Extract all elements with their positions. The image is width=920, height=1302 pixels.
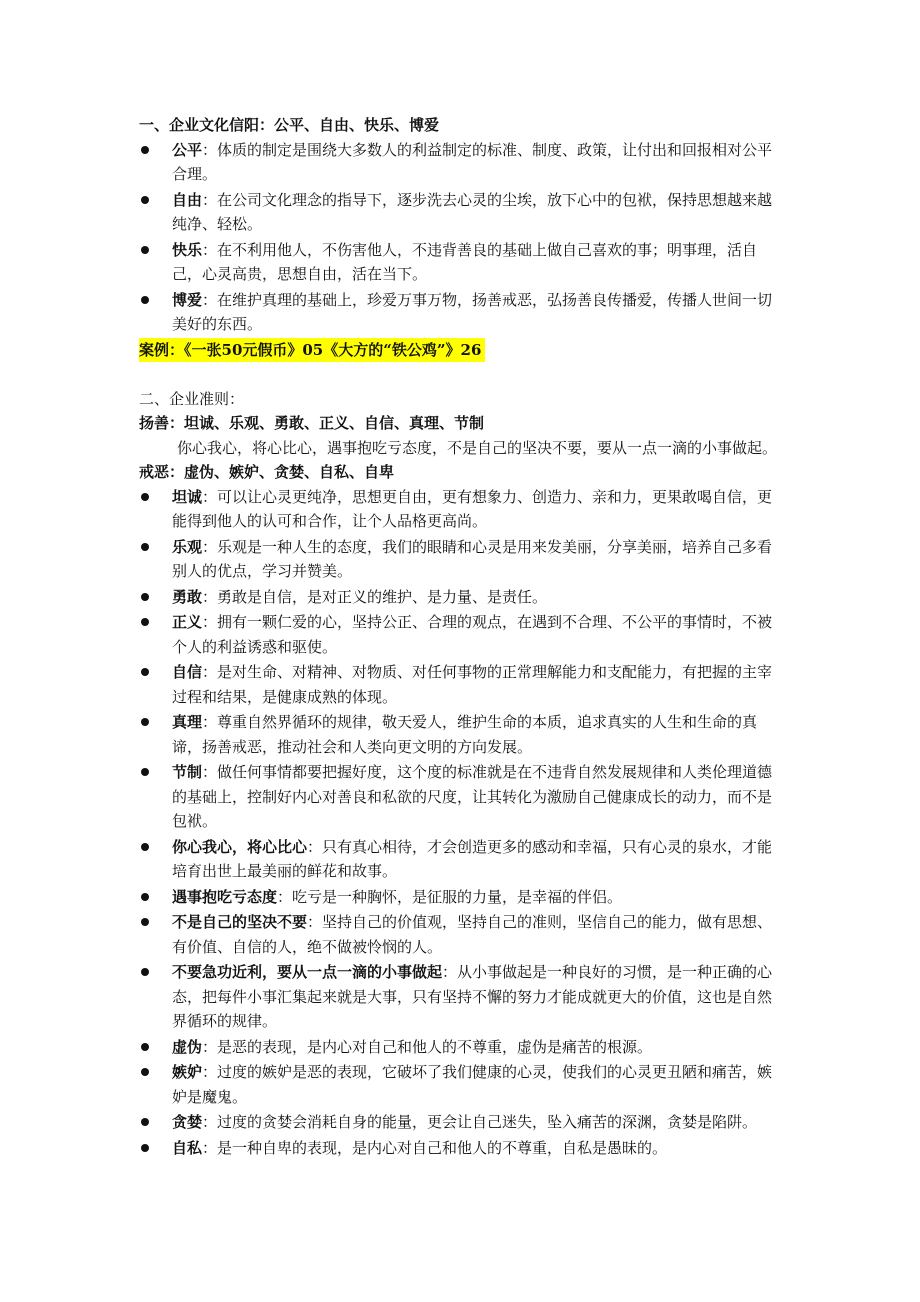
bullet-separator: ：: [442, 963, 458, 981]
blank-line: [139, 362, 779, 387]
bullet-dot-icon: [141, 718, 149, 726]
bullet-text: [172, 585, 779, 610]
bullet-dot-icon: [141, 593, 149, 601]
bullet-text: [172, 885, 779, 910]
avoid-title: 戒恶：虚伪、嫉妒、贪婪、自私、自卑: [139, 463, 395, 481]
bullet-dot-icon: [141, 768, 149, 776]
case-note: 案例：《一张50元假币》05《大方的“铁公鸡”》26: [139, 338, 485, 362]
bullet-dot-icon: [141, 1144, 149, 1152]
bullet-separator: ：: [202, 1063, 218, 1081]
bullet-separator: ：: [307, 837, 323, 856]
section1-bullet-list: [139, 138, 779, 337]
bullet-dot-icon: [141, 668, 149, 676]
bullet-item: [139, 1060, 779, 1109]
bullet-dot-icon: [141, 968, 149, 976]
bullet-separator: ：: [202, 537, 218, 556]
bullet-dot-icon: [141, 893, 149, 901]
bullet-term: 博爱: [172, 290, 203, 309]
bullet-item: [139, 760, 779, 834]
bullet-text: [172, 760, 779, 834]
bullet-separator: ：: [202, 1138, 218, 1157]
bullet-item: [139, 710, 779, 759]
promote-paragraph: 你心我心，将心比心，遇事抱吃亏态度，不是自己的坚决不要，要从一点一滴的小事做起。: [177, 438, 778, 457]
bullet-separator: ：: [202, 487, 218, 506]
bullet-description: 是一种自卑的表现，是内心对自己和他人的不尊重，自私是愚昧的。: [217, 1138, 668, 1157]
bullet-term: 嫉妒: [172, 1063, 203, 1081]
bullet-dot-icon: [141, 918, 149, 926]
bullet-description: 吃亏是一种胸怀，是征服的力量，是幸福的伴侣。: [292, 887, 623, 906]
bullet-item: [139, 485, 779, 534]
bullet-term: 你心我心，将心比心: [172, 837, 308, 856]
bullet-term: 自由: [172, 190, 203, 209]
bullet-description: 是对生命、对精神、对物质、对任何事物的正常理解能力和支配能力，有把握的主宰过程和结果，是健康成熟的体现。: [172, 663, 773, 706]
bullet-description: 可以让心灵更纯净，思想更自由，更有想象力、创造力、亲和力，更果敢喝自信，更能得到他人的认可和合作，让个人品格更高尚。: [172, 487, 773, 530]
bullet-item: [139, 188, 779, 237]
bullet-dot-icon: [141, 1043, 149, 1051]
bullet-separator: ：: [202, 240, 218, 259]
bullet-text: [172, 960, 779, 1034]
bullet-term: 自私: [172, 1138, 203, 1157]
bullet-item: [139, 835, 779, 884]
document-body: [139, 113, 779, 1161]
bullet-term: 遇事抱吃亏态度: [172, 887, 278, 906]
bullet-dot-icon: [141, 246, 149, 254]
bullet-item: [139, 1035, 779, 1060]
bullet-item: [139, 1110, 779, 1135]
bullet-description: 勇敢是自信，是对正义的维护、是力量、是责任。: [217, 587, 548, 606]
bullet-separator: ：: [202, 763, 218, 781]
bullet-description: 从小事做起是一种良好的习惯，是一种正确的心态，把每件小事汇集起来就是大事，只有坚持不懈的努力才能成就更大的价值，这也是自然界循环的规律。: [172, 963, 773, 1030]
bullet-term: 不是自己的坚决不要: [172, 913, 308, 931]
section1-title: 一、企业文化信阳：公平、自由、快乐、博爱: [139, 116, 440, 134]
bullet-dot-icon: [141, 493, 149, 501]
bullet-text: [172, 238, 779, 287]
bullet-description: 只有真心相待，才会创造更多的感动和幸福，只有心灵的泉水，才能培育出世上最美丽的鲜花和故事。: [172, 837, 773, 880]
bullet-term: 快乐: [172, 240, 203, 259]
bullet-item: [139, 585, 779, 610]
bullet-dot-icon: [141, 146, 149, 154]
bullet-description: 坚持自己的价值观，坚持自己的准则，坚信自己的能力，做有思想、有价值、自信的人，绝不做被怜悯的人。: [172, 913, 773, 956]
bullet-term: 坦诚: [172, 487, 203, 506]
bullet-separator: ：: [202, 663, 218, 681]
bullet-dot-icon: [141, 296, 149, 304]
bullet-separator: ：: [202, 613, 218, 631]
bullet-description: 在公司文化理念的指导下，逐步洗去心灵的尘埃，放下心中的包袱，保持思想越来越纯净、轻松。: [172, 190, 773, 233]
bullet-text: [172, 535, 779, 584]
bullet-term: 正义: [172, 613, 203, 631]
bullet-item: [139, 960, 779, 1034]
promote-title: 扬善：坦诚、乐观、勇敢、正义、自信、真理、节制: [139, 414, 485, 432]
bullet-term: 真理: [172, 713, 203, 731]
bullet-text: [172, 188, 779, 237]
bullet-term: 虚伪: [172, 1037, 203, 1056]
bullet-text: [172, 1035, 779, 1060]
bullet-dot-icon: [141, 618, 149, 626]
bullet-text: [172, 1110, 779, 1135]
bullet-text: [172, 610, 779, 659]
bullet-separator: ：: [202, 587, 218, 606]
bullet-description: 体质的制定是围绕大多数人的利益制定的标准、制度、政策，让付出和回报相对公平合理。: [172, 140, 773, 183]
bullet-separator: ：: [202, 290, 218, 309]
bullet-term: 节制: [172, 763, 203, 781]
bullet-term: 不要急功近利，要从一点一滴的小事做起: [172, 963, 443, 981]
bullet-text: [172, 710, 779, 759]
bullet-item: [139, 238, 779, 287]
bullet-separator: ：: [202, 140, 218, 159]
bullet-dot-icon: [141, 1118, 149, 1126]
bullet-dot-icon: [141, 543, 149, 551]
bullet-text: [172, 1060, 779, 1109]
bullet-text: [172, 138, 779, 187]
bullet-item: [139, 1136, 779, 1161]
bullet-description: 在不利用他人，不伤害他人，不违背善良的基础上做自己喜欢的事；明事理，活自己，心灵高贵，思想自由，活在当下。: [172, 240, 758, 283]
bullet-text: [172, 1136, 779, 1161]
bullet-dot-icon: [141, 843, 149, 851]
bullet-separator: ：: [277, 887, 293, 906]
bullet-description: 在维护真理的基础上，珍爱万事万物，扬善戒恶，弘扬善良传播爱，传播人世间一切美好的东西。: [172, 290, 773, 333]
section2-bullet-list: [139, 485, 779, 1161]
bullet-dot-icon: [141, 196, 149, 204]
bullet-text: [172, 835, 779, 884]
bullet-separator: ：: [307, 913, 323, 931]
bullet-item: [139, 660, 779, 709]
bullet-item: [139, 138, 779, 187]
bullet-separator: ：: [202, 190, 218, 209]
bullet-text: [172, 910, 779, 959]
bullet-description: 乐观是一种人生的态度，我们的眼睛和心灵是用来发美丽，分享美丽，培养自己多看别人的优点，学习并赞美。: [172, 537, 773, 580]
bullet-description: 过度的贪婪会消耗自身的能量，更会让自己迷失，坠入痛苦的深渊，贪婪是陷阱。: [217, 1113, 758, 1131]
bullet-term: 乐观: [172, 537, 203, 556]
bullet-item: [139, 910, 779, 959]
bullet-description: 是恶的表现，是内心对自己和他人的不尊重，虚伪是痛苦的根源。: [217, 1037, 653, 1056]
bullet-text: [172, 288, 779, 337]
bullet-item: [139, 885, 779, 910]
bullet-description: 过度的嫉妒是恶的表现，它破坏了我们健康的心灵，使我们的心灵更丑陋和痛苦，嫉妒是魔鬼。: [172, 1063, 773, 1106]
bullet-term: 勇敢: [172, 587, 203, 606]
section2-title: 二、企业准则：: [139, 389, 245, 408]
bullet-item: [139, 610, 779, 659]
case-note-line: [139, 338, 779, 363]
bullet-description: 尊重自然界循环的规律，敬天爱人，维护生命的本质，追求真实的人生和生命的真谛，扬善戒恶，推动社会和人类向更文明的方向发展。: [172, 713, 758, 756]
bullet-description: 拥有一颗仁爱的心，坚持公正、合理的观点，在遇到不合理、不公平的事情时，不被个人的利益诱惑和驱使。: [172, 613, 773, 656]
bullet-description: 做任何事情都要把握好度，这个度的标准就是在不违背自然发展规律和人类伦理道德的基础上，控制好内心对善良和私欲的尺度，让其转化为激励自己健康成长的动力，而不是包袱。: [172, 763, 773, 830]
bullet-item: [139, 535, 779, 584]
bullet-separator: ：: [202, 1037, 218, 1056]
bullet-separator: ：: [202, 1113, 218, 1131]
bullet-term: 公平: [172, 140, 203, 159]
bullet-term: 贪婪: [172, 1113, 203, 1131]
bullet-term: 自信: [172, 663, 203, 681]
bullet-text: [172, 485, 779, 534]
bullet-text: [172, 660, 779, 709]
bullet-dot-icon: [141, 1068, 149, 1076]
bullet-item: [139, 288, 779, 337]
bullet-separator: ：: [202, 713, 218, 731]
